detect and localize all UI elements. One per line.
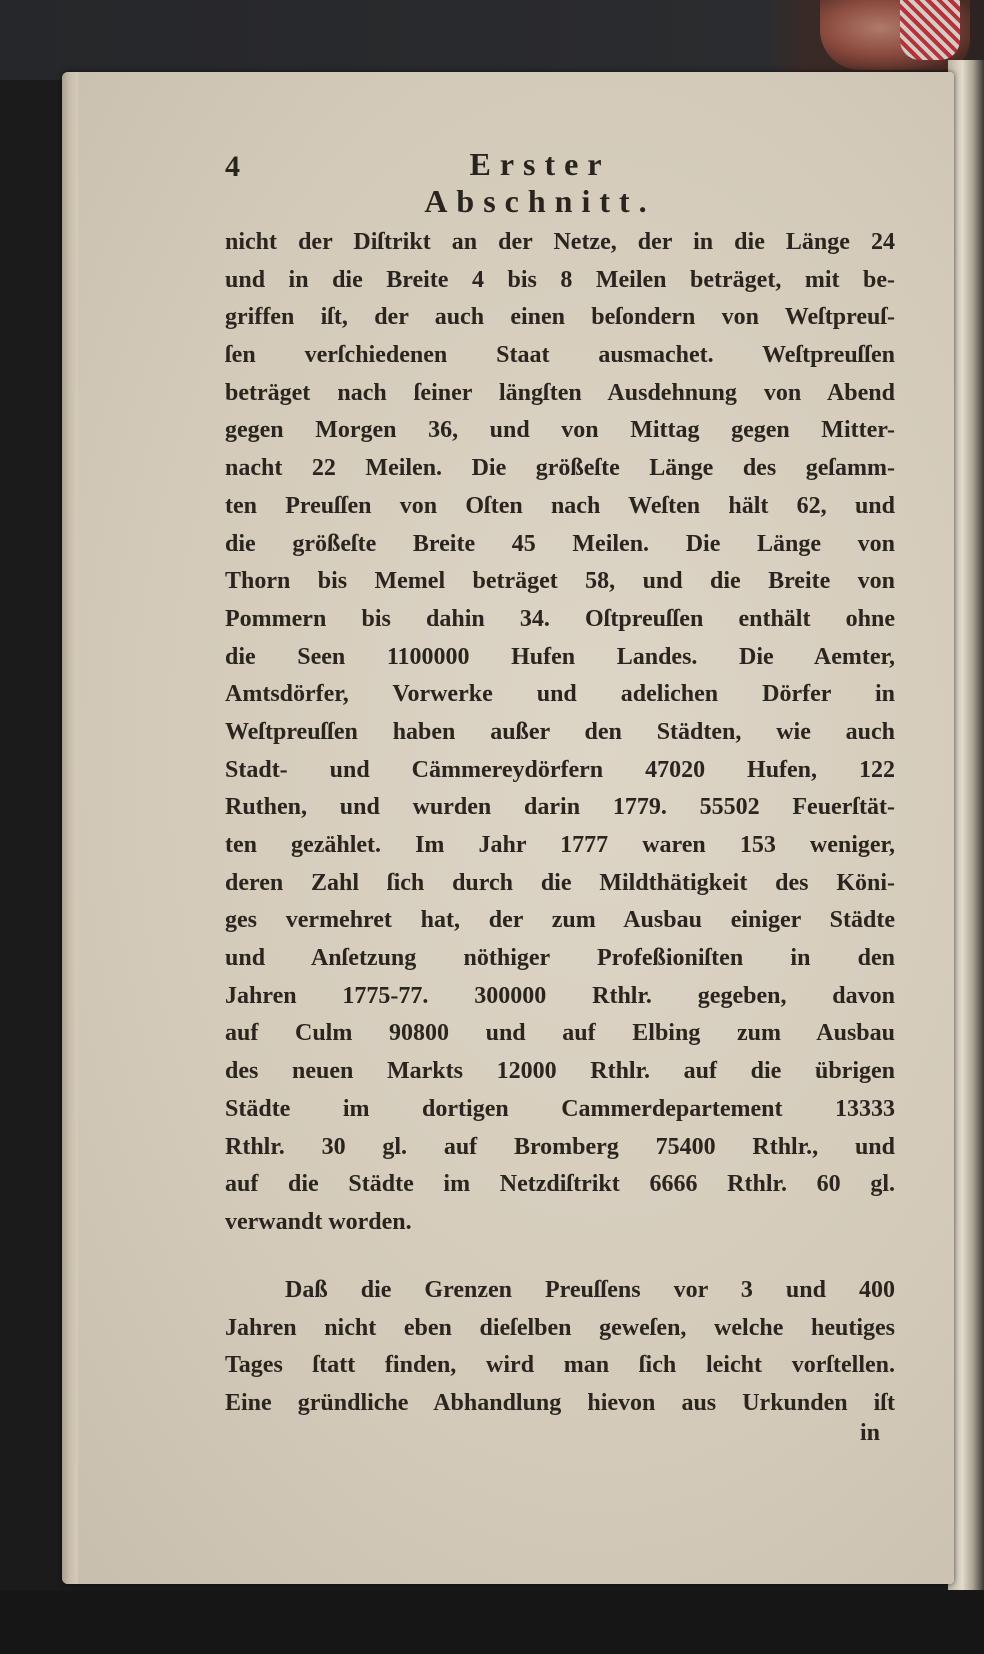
text-line: Daß die Grenzen Preuſſens vor 3 und 400 — [285, 1277, 895, 1303]
text-line: ten gezählet. Im Jahr 1777 waren 153 weniger, — [225, 832, 895, 858]
text-line: die größeſte Breite 45 Meilen. Die Länge von — [225, 530, 895, 557]
text-line: Pommern bis dahin 34. Oſtpreuſſen enthält ohne — [225, 605, 895, 632]
text-line: Thorn bis Memel beträget 58, und die Breite von — [225, 568, 895, 595]
text-line: Jahren nicht eben dieſelben geweſen, welche heutiges — [225, 1314, 895, 1341]
text-line: auf die Städte im Netzdiſtrikt 6666 Rthlr. 60 gl. — [225, 1171, 895, 1198]
text-line: beträget nach ſeiner längſten Ausdehnung von Abend — [225, 379, 895, 406]
text-line: deren Zahl ſich durch die Mildthätigkeit des Köni- — [225, 869, 895, 896]
text-line: Städte im dortigen Cammerdepartement 13333 — [225, 1095, 895, 1122]
text-line: Tages ſtatt finden, wird man ſich leicht vorſtellen. — [225, 1352, 895, 1379]
text-line: auf Culm 90800 und auf Elbing zum Ausbau — [225, 1020, 895, 1047]
text-line: ſen verſchiedenen Staat ausmachet. Weſtpreuſſen — [225, 342, 895, 369]
page-gutter — [62, 72, 78, 1584]
running-head: Erster Abschnitt. — [424, 146, 656, 219]
text-line: verwandt worden. — [225, 1208, 412, 1235]
text-line: Amtsdörfer, Vorwerke und adelichen Dörfer in — [225, 681, 895, 708]
text-line: die Seen 1100000 Hufen Landes. Die Aemter, — [225, 643, 895, 670]
text-line: Stadt- und Cämmereydörfern 47020 Hufen, 122 — [225, 756, 895, 783]
text-line: ges vermehret hat, der zum Ausbau einiger Städte — [225, 907, 895, 934]
text-line: Jahren 1775-77. 300000 Rthlr. gegeben, davon — [225, 982, 895, 1009]
text-line: des neuen Markts 12000 Rthlr. auf die übrigen — [225, 1058, 895, 1085]
bookmark-ribbon — [900, 0, 960, 60]
catchword: in — [860, 1420, 881, 1446]
text-line: Eine gründliche Abhandlung hievon aus Urkunden iſt — [225, 1390, 895, 1417]
text-line: Ruthen, und wurden darin 1779. 55502 Feuerſtät- — [225, 794, 895, 821]
text-line: Weſtpreuſſen haben außer den Städten, wie auch — [225, 718, 895, 745]
text-line: griffen iſt, der auch einen beſondern von Weſtpreuſ- — [225, 304, 895, 331]
text-line: nacht 22 Meilen. Die größeſte Länge des geſamm- — [225, 455, 895, 482]
text-line: ten Preuſſen von Oſten nach Weſten hält 62, und — [225, 492, 895, 519]
text-line: und Anſetzung nöthiger Profeßioniſten in den — [225, 945, 895, 972]
text-line: nicht der Diſtrikt an der Netze, der in die Länge 24 — [225, 229, 895, 255]
text-line: gegen Morgen 36, und von Mittag gegen Mitter- — [225, 417, 895, 444]
scan-background-bottom — [0, 1590, 984, 1654]
text-line: Rthlr. 30 gl. auf Bromberg 75400 Rthlr., und — [225, 1133, 895, 1160]
paragraph-2 — [225, 1272, 895, 1423]
paragraph-1 — [225, 224, 895, 1242]
page-number: 4 — [225, 150, 240, 183]
text-line: und in die Breite 4 bis 8 Meilen beträget, mit be- — [225, 266, 895, 293]
